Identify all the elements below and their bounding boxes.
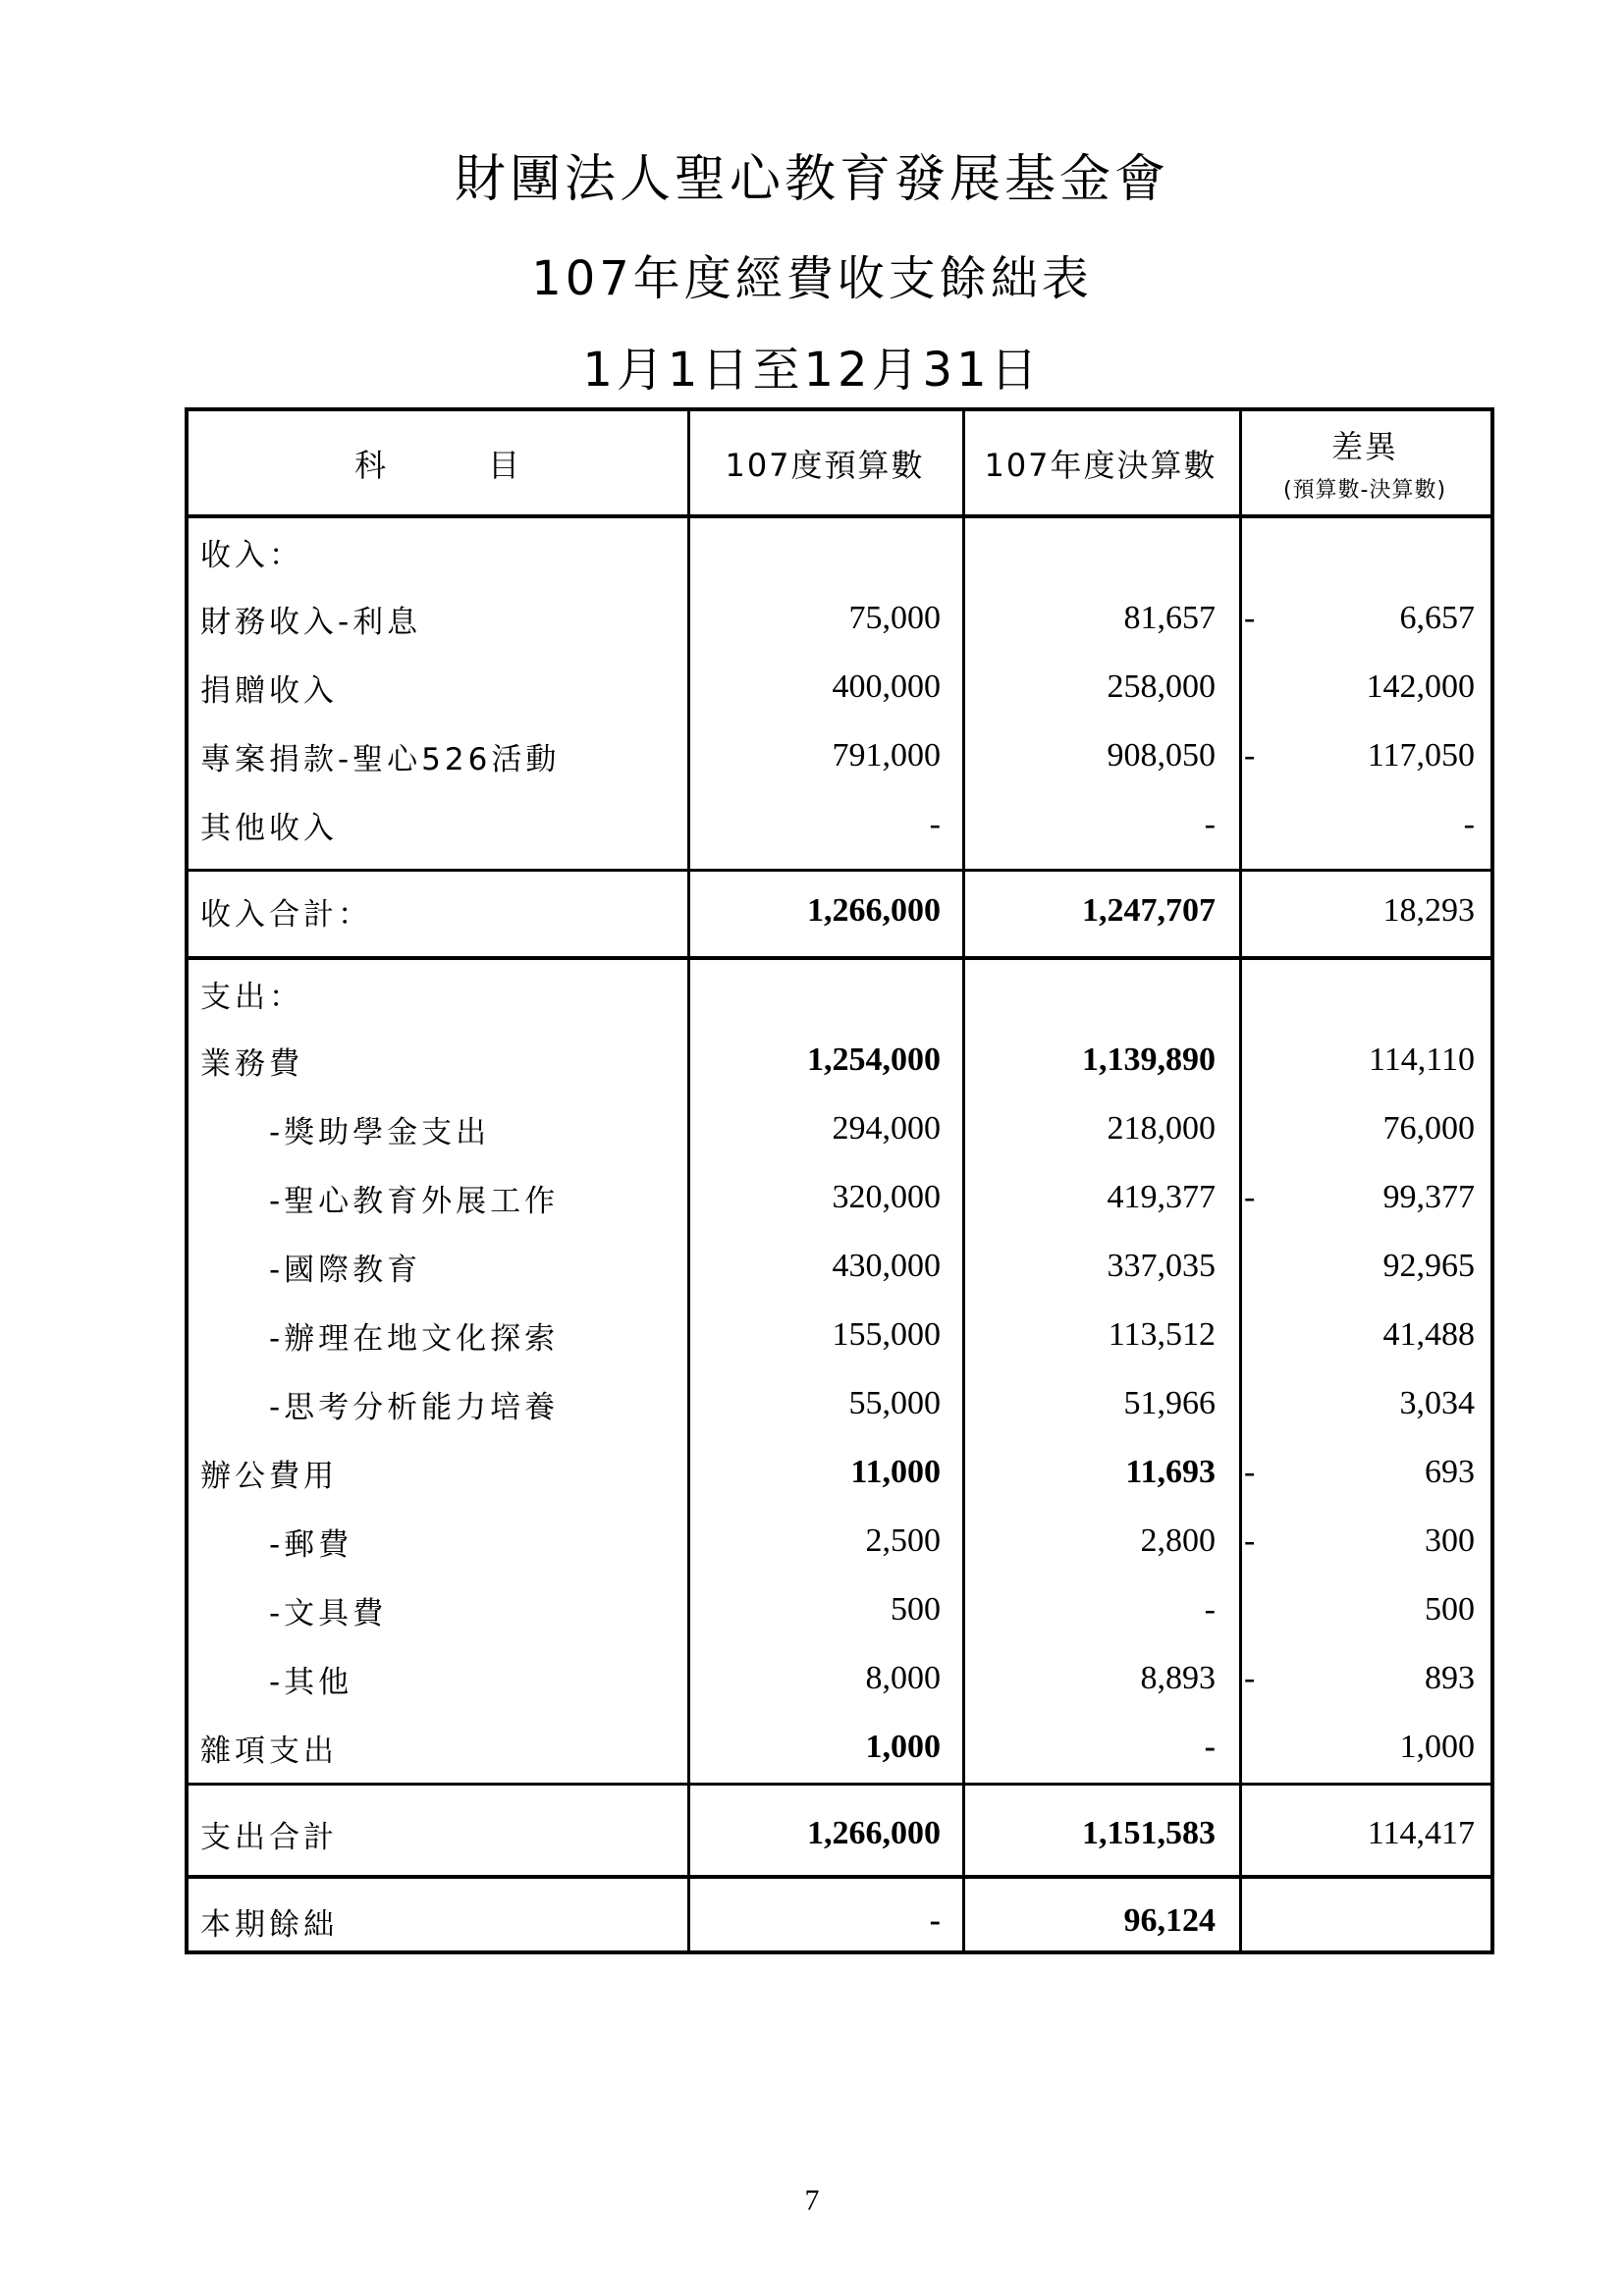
actual-value: 1,151,583 — [1082, 1815, 1216, 1851]
table-row — [189, 1165, 1490, 1230]
budget-value: 1,000 — [865, 1729, 941, 1765]
row-label: 雜項支出 — [200, 1733, 338, 1769]
diff-value: 92,965 — [1382, 1248, 1475, 1284]
row-label: 收入： — [200, 537, 303, 573]
header-diff-note: (預算數-決算數) — [1282, 478, 1447, 503]
budget-value: 1,254,000 — [807, 1041, 941, 1078]
actual-value: 1,247,707 — [1082, 892, 1216, 929]
negative-sign: - — [1244, 600, 1256, 636]
table-row — [189, 1028, 1490, 1093]
row-label: -獎助學金支出 — [269, 1114, 491, 1150]
negative-sign: - — [1244, 737, 1256, 774]
actual-value: 113,512 — [1108, 1316, 1216, 1353]
diff-value: 114,110 — [1369, 1041, 1475, 1078]
row-label: 專案捐款-聖心526活動 — [200, 741, 561, 777]
diff-value: 114,417 — [1367, 1815, 1475, 1851]
table-row — [189, 586, 1490, 651]
table-row — [189, 723, 1490, 788]
diff-value — [189, 1884, 1475, 1958]
diff-value: 76,000 — [1382, 1110, 1475, 1147]
budget-value: 155,000 — [832, 1316, 941, 1353]
budget-value: 791,000 — [832, 737, 941, 774]
negative-sign: - — [1244, 1660, 1256, 1696]
section-rule — [189, 869, 1490, 872]
budget-value: 1,266,000 — [807, 1815, 941, 1851]
header-diff — [1239, 411, 1490, 514]
header-actual-label: 107年度決算數 — [984, 446, 1218, 484]
actual-value: 908,050 — [1107, 737, 1216, 774]
row-label: 收入合計： — [200, 896, 372, 933]
budget-value: - — [929, 1902, 941, 1939]
table-row — [189, 961, 1490, 1026]
row-label: -聖心教育外展工作 — [269, 1183, 560, 1219]
actual-value: 8,893 — [1140, 1660, 1216, 1696]
row-label: 辦公費用 — [200, 1458, 338, 1494]
row-label: 支出合計 — [200, 1819, 338, 1855]
document-subtitle: 107年度經費收支餘絀表 — [531, 251, 1093, 306]
diff-value: 6,657 — [1399, 600, 1475, 636]
actual-value: 337,035 — [1107, 1248, 1216, 1284]
budget-value: 8,000 — [865, 1660, 941, 1696]
diff-value: 41,488 — [1382, 1316, 1475, 1353]
diff-value: 3,034 — [1399, 1385, 1475, 1421]
row-label: 其他收入 — [200, 810, 338, 846]
actual-value: - — [1204, 806, 1216, 842]
header-budget-label: 107度預算數 — [725, 446, 925, 484]
diff-value: - — [1463, 806, 1475, 842]
budget-value: 500 — [891, 1591, 941, 1628]
actual-value: 419,377 — [1107, 1179, 1216, 1215]
header-subject-label: 科 目 — [353, 446, 521, 484]
table-row — [189, 792, 1490, 857]
actual-value: 96,124 — [1123, 1902, 1216, 1939]
diff-value: 117,050 — [1367, 737, 1475, 774]
budget-value: 430,000 — [832, 1248, 941, 1284]
section-rule — [189, 1783, 1490, 1786]
row-label: 支出： — [200, 979, 303, 1015]
diff-value: 300 — [1425, 1522, 1475, 1559]
actual-value: 1,139,890 — [1082, 1041, 1216, 1078]
budget-value: 2,500 — [865, 1522, 941, 1559]
document-title: 財團法人聖心教育發展基金會 — [454, 150, 1169, 209]
actual-value: 2,800 — [1140, 1522, 1216, 1559]
budget-value: 55,000 — [848, 1385, 941, 1421]
row-label: 財務收入-利息 — [200, 604, 422, 640]
budget-value: 400,000 — [832, 668, 941, 705]
diff-value: 693 — [1425, 1454, 1475, 1490]
table-row — [189, 1715, 1490, 1780]
section-rule — [189, 1875, 1490, 1879]
budget-value: - — [929, 806, 941, 842]
budget-value: 320,000 — [832, 1179, 941, 1215]
budget-value: 294,000 — [832, 1110, 941, 1147]
negative-sign: - — [1244, 1522, 1256, 1559]
diff-value: 99,377 — [1382, 1179, 1475, 1215]
table-row — [189, 1096, 1490, 1161]
table-row — [189, 519, 1490, 584]
table-row — [189, 1884, 1490, 1958]
actual-value: 11,693 — [1125, 1454, 1216, 1490]
table-row — [189, 1371, 1490, 1436]
table-row — [189, 866, 1490, 956]
row-label: -辦理在地文化探索 — [269, 1320, 560, 1357]
section-rule — [189, 956, 1490, 960]
table-row — [189, 1509, 1490, 1574]
table-row — [189, 1303, 1490, 1367]
negative-sign: - — [1244, 1454, 1256, 1490]
actual-value: 81,657 — [1123, 600, 1216, 636]
diff-value: 500 — [1425, 1591, 1475, 1628]
actual-value: - — [1204, 1729, 1216, 1765]
diff-value: 893 — [1425, 1660, 1475, 1696]
budget-value: 1,266,000 — [807, 892, 941, 929]
row-label: -思考分析能力培養 — [269, 1389, 560, 1425]
diff-value: 142,000 — [1366, 668, 1475, 705]
header-budget — [687, 411, 962, 514]
row-label: -郵費 — [269, 1526, 353, 1563]
row-label: -國際教育 — [269, 1252, 422, 1288]
header-diff-label: 差異 — [1330, 428, 1398, 465]
table-row — [189, 1792, 1490, 1875]
financial-table — [185, 407, 1494, 1954]
diff-value: 1,000 — [1399, 1729, 1475, 1765]
budget-value: 75,000 — [848, 600, 941, 636]
header-subject — [189, 411, 687, 514]
diff-value — [189, 961, 1475, 1026]
actual-value: 51,966 — [1123, 1385, 1216, 1421]
row-label: 捐贈收入 — [200, 672, 338, 709]
table-row — [189, 1646, 1490, 1711]
row-label: 業務費 — [200, 1045, 303, 1082]
table-row — [189, 1440, 1490, 1505]
budget-value: 11,000 — [850, 1454, 941, 1490]
actual-value: 258,000 — [1107, 668, 1216, 705]
page-number: 7 — [804, 2184, 820, 2216]
actual-value: - — [1204, 1591, 1216, 1628]
document-period: 1月1日至12月31日 — [582, 343, 1042, 398]
row-label: -文具費 — [269, 1595, 388, 1631]
table-row — [189, 1577, 1490, 1642]
table-row — [189, 1234, 1490, 1299]
header-rule — [189, 514, 1490, 518]
negative-sign: - — [1244, 1179, 1256, 1215]
header-actual — [962, 411, 1239, 514]
table-row — [189, 655, 1490, 720]
row-label: 本期餘絀 — [200, 1906, 338, 1943]
actual-value: 218,000 — [1107, 1110, 1216, 1147]
row-label: -其他 — [269, 1664, 353, 1700]
diff-value — [189, 519, 1475, 584]
diff-value: 18,293 — [1382, 892, 1475, 929]
